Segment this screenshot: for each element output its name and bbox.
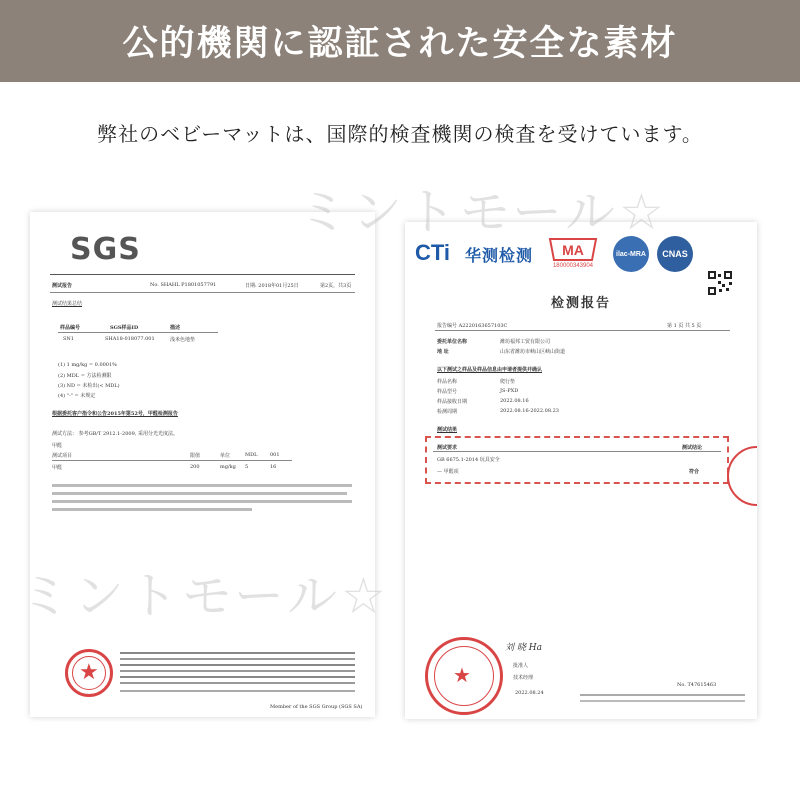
cti-signature: 刘 晓 Ha xyxy=(505,643,542,653)
cti-result-req-1: GB 6675.1-2014 玩具安全 xyxy=(437,457,500,463)
text-line xyxy=(120,658,355,660)
star-icon: ★ xyxy=(79,660,99,685)
sgs-method: 测试方法： 参考GB/T 2912.1-2009, 采用分光光度法。 xyxy=(52,431,178,437)
sgs-report-no: No. SHAHL P1801057791 xyxy=(150,282,217,288)
sgs-rd-5: 16 xyxy=(270,464,277,470)
cti-sign-role-1: 批准人 xyxy=(513,663,529,669)
divider xyxy=(58,332,218,333)
text-line xyxy=(120,652,355,654)
divider xyxy=(433,451,721,452)
text-line xyxy=(580,700,745,702)
cti-result-req-2: — 甲醛项 xyxy=(437,469,459,475)
sgs-heading: 测试报告 xyxy=(52,283,73,289)
cti-address-label: 地 址 xyxy=(437,349,449,355)
subtitle: 弊社のベビーマットは、国際的検査機関の検査を受けています。 xyxy=(97,122,703,146)
header-banner xyxy=(0,0,800,82)
cti-sample-value-2: JS-PXD xyxy=(500,388,519,394)
cti-applicant-label: 委托单位名称 xyxy=(437,339,468,345)
sgs-regulation: 根据委托客户指令和公告2015年第52号，甲醛检测报告 xyxy=(52,411,178,417)
cti-sample-heading: 以下测试之样品及样品信息由申请者提供并确认 xyxy=(437,367,543,373)
cti-result-heading: 测试结果 xyxy=(437,427,458,433)
cma-text: MA xyxy=(562,242,584,258)
watermark: ミントモール☆ xyxy=(20,567,390,625)
text-line xyxy=(120,690,355,692)
text-line xyxy=(52,508,252,511)
cti-sample-label-3: 样品接收日期 xyxy=(437,399,468,405)
text-line xyxy=(580,694,745,696)
star-icon: ★ xyxy=(453,663,471,687)
text-line xyxy=(120,676,355,678)
sgs-note: 测试结果总结 xyxy=(52,301,83,307)
cti-footer-no: No. T47615463 xyxy=(677,682,717,688)
cti-sample-label-2: 样品型号 xyxy=(437,389,458,395)
sgs-date: 日期: 2018年01月25日 xyxy=(245,283,299,289)
cti-sample-label-4: 检测周期 xyxy=(437,409,458,415)
text-line xyxy=(52,492,347,495)
sgs-td-3: 浅米色地垫 xyxy=(170,337,196,343)
cti-result-header-2: 测试结论 xyxy=(682,445,703,451)
watermark: ミントモール☆ xyxy=(298,183,668,241)
sgs-rd-1: 甲醛 xyxy=(52,465,63,471)
sgs-rh-1: 测试项目 xyxy=(52,453,73,459)
sgs-page: 第2页，共3页 xyxy=(320,283,352,289)
cti-sign-date: 2022.08.24 xyxy=(515,690,544,696)
cti-sample-value-4: 2022.08.16-2022.08.23 xyxy=(500,408,559,414)
sgs-note-1: (1) 1 mg/kg = 0.0001% xyxy=(58,362,117,368)
sgs-th-3: 描述 xyxy=(170,325,181,331)
official-stamp xyxy=(425,637,503,715)
ilac-mra-logo: ilac-MRA xyxy=(613,236,649,272)
sgs-rh-2: 限值 xyxy=(190,453,201,459)
sgs-td-1: SN1 xyxy=(63,336,74,342)
cti-address: 山东省潍坊市峡山区峡山街道 xyxy=(500,349,566,355)
cnas-logo: CNAS xyxy=(657,236,693,272)
text-line xyxy=(52,500,352,503)
divider xyxy=(50,292,355,293)
cti-report-image xyxy=(405,222,757,719)
official-stamp xyxy=(65,649,113,697)
sgs-rh-4: MDL xyxy=(245,452,258,458)
text-line xyxy=(120,664,355,666)
sgs-item: 甲醛 xyxy=(52,443,63,449)
cti-sample-label-1: 样品名称 xyxy=(437,379,458,385)
cti-sample-value-1: 爬行垫 xyxy=(500,379,516,385)
text-line xyxy=(52,484,352,487)
official-stamp xyxy=(727,446,757,506)
cma-number: 180000343904 xyxy=(552,263,594,269)
cti-logo-cn: 华测检测 xyxy=(465,246,534,265)
sgs-footer: Member of the SGS Group (SGS SA) xyxy=(270,704,363,710)
cti-result-header-1: 测试要求 xyxy=(437,445,458,451)
text-line xyxy=(120,682,355,684)
sgs-rd-3: mg/kg xyxy=(220,464,236,470)
sgs-rd-4: 5 xyxy=(245,464,249,470)
sgs-td-2: SHA18-018077.001 xyxy=(105,336,155,342)
sgs-logo: SGS xyxy=(70,232,141,267)
sgs-report-image xyxy=(30,212,375,717)
cti-sample-value-3: 2022.08.16 xyxy=(500,398,529,404)
highlight-box xyxy=(425,436,729,484)
page-title: 公的機関に認証された安全な素材 xyxy=(122,24,678,64)
cti-result-conclusion: 符合 xyxy=(689,469,700,475)
cti-applicant: 潍坊福邦工贸有限公司 xyxy=(500,339,551,345)
sgs-rh-3: 单位 xyxy=(220,453,231,459)
divider xyxy=(52,460,292,461)
sgs-th-1: 样品编号 xyxy=(60,325,81,331)
sgs-rd-2: 200 xyxy=(190,464,200,470)
cti-page: 第 1 页 共 5 页 xyxy=(667,323,702,329)
text-line xyxy=(120,670,355,672)
sgs-note-3: (3) ND = 未检出(< MDL) xyxy=(58,383,120,389)
cti-report-no: 报告编号 A2220163657103C xyxy=(437,323,508,329)
sgs-th-2: SGS样品ID xyxy=(110,325,139,331)
cti-logo: CTi xyxy=(415,240,451,265)
divider xyxy=(435,330,730,331)
divider xyxy=(50,274,355,275)
sgs-rh-5: 001 xyxy=(270,452,280,458)
sgs-note-2: (2) MDL = 方法检测限 xyxy=(58,373,112,379)
sgs-note-4: (4) "-" = 未规定 xyxy=(58,393,96,399)
cti-report-title: 检测报告 xyxy=(550,296,611,311)
cti-sign-role-2: 技术经理 xyxy=(513,675,534,681)
